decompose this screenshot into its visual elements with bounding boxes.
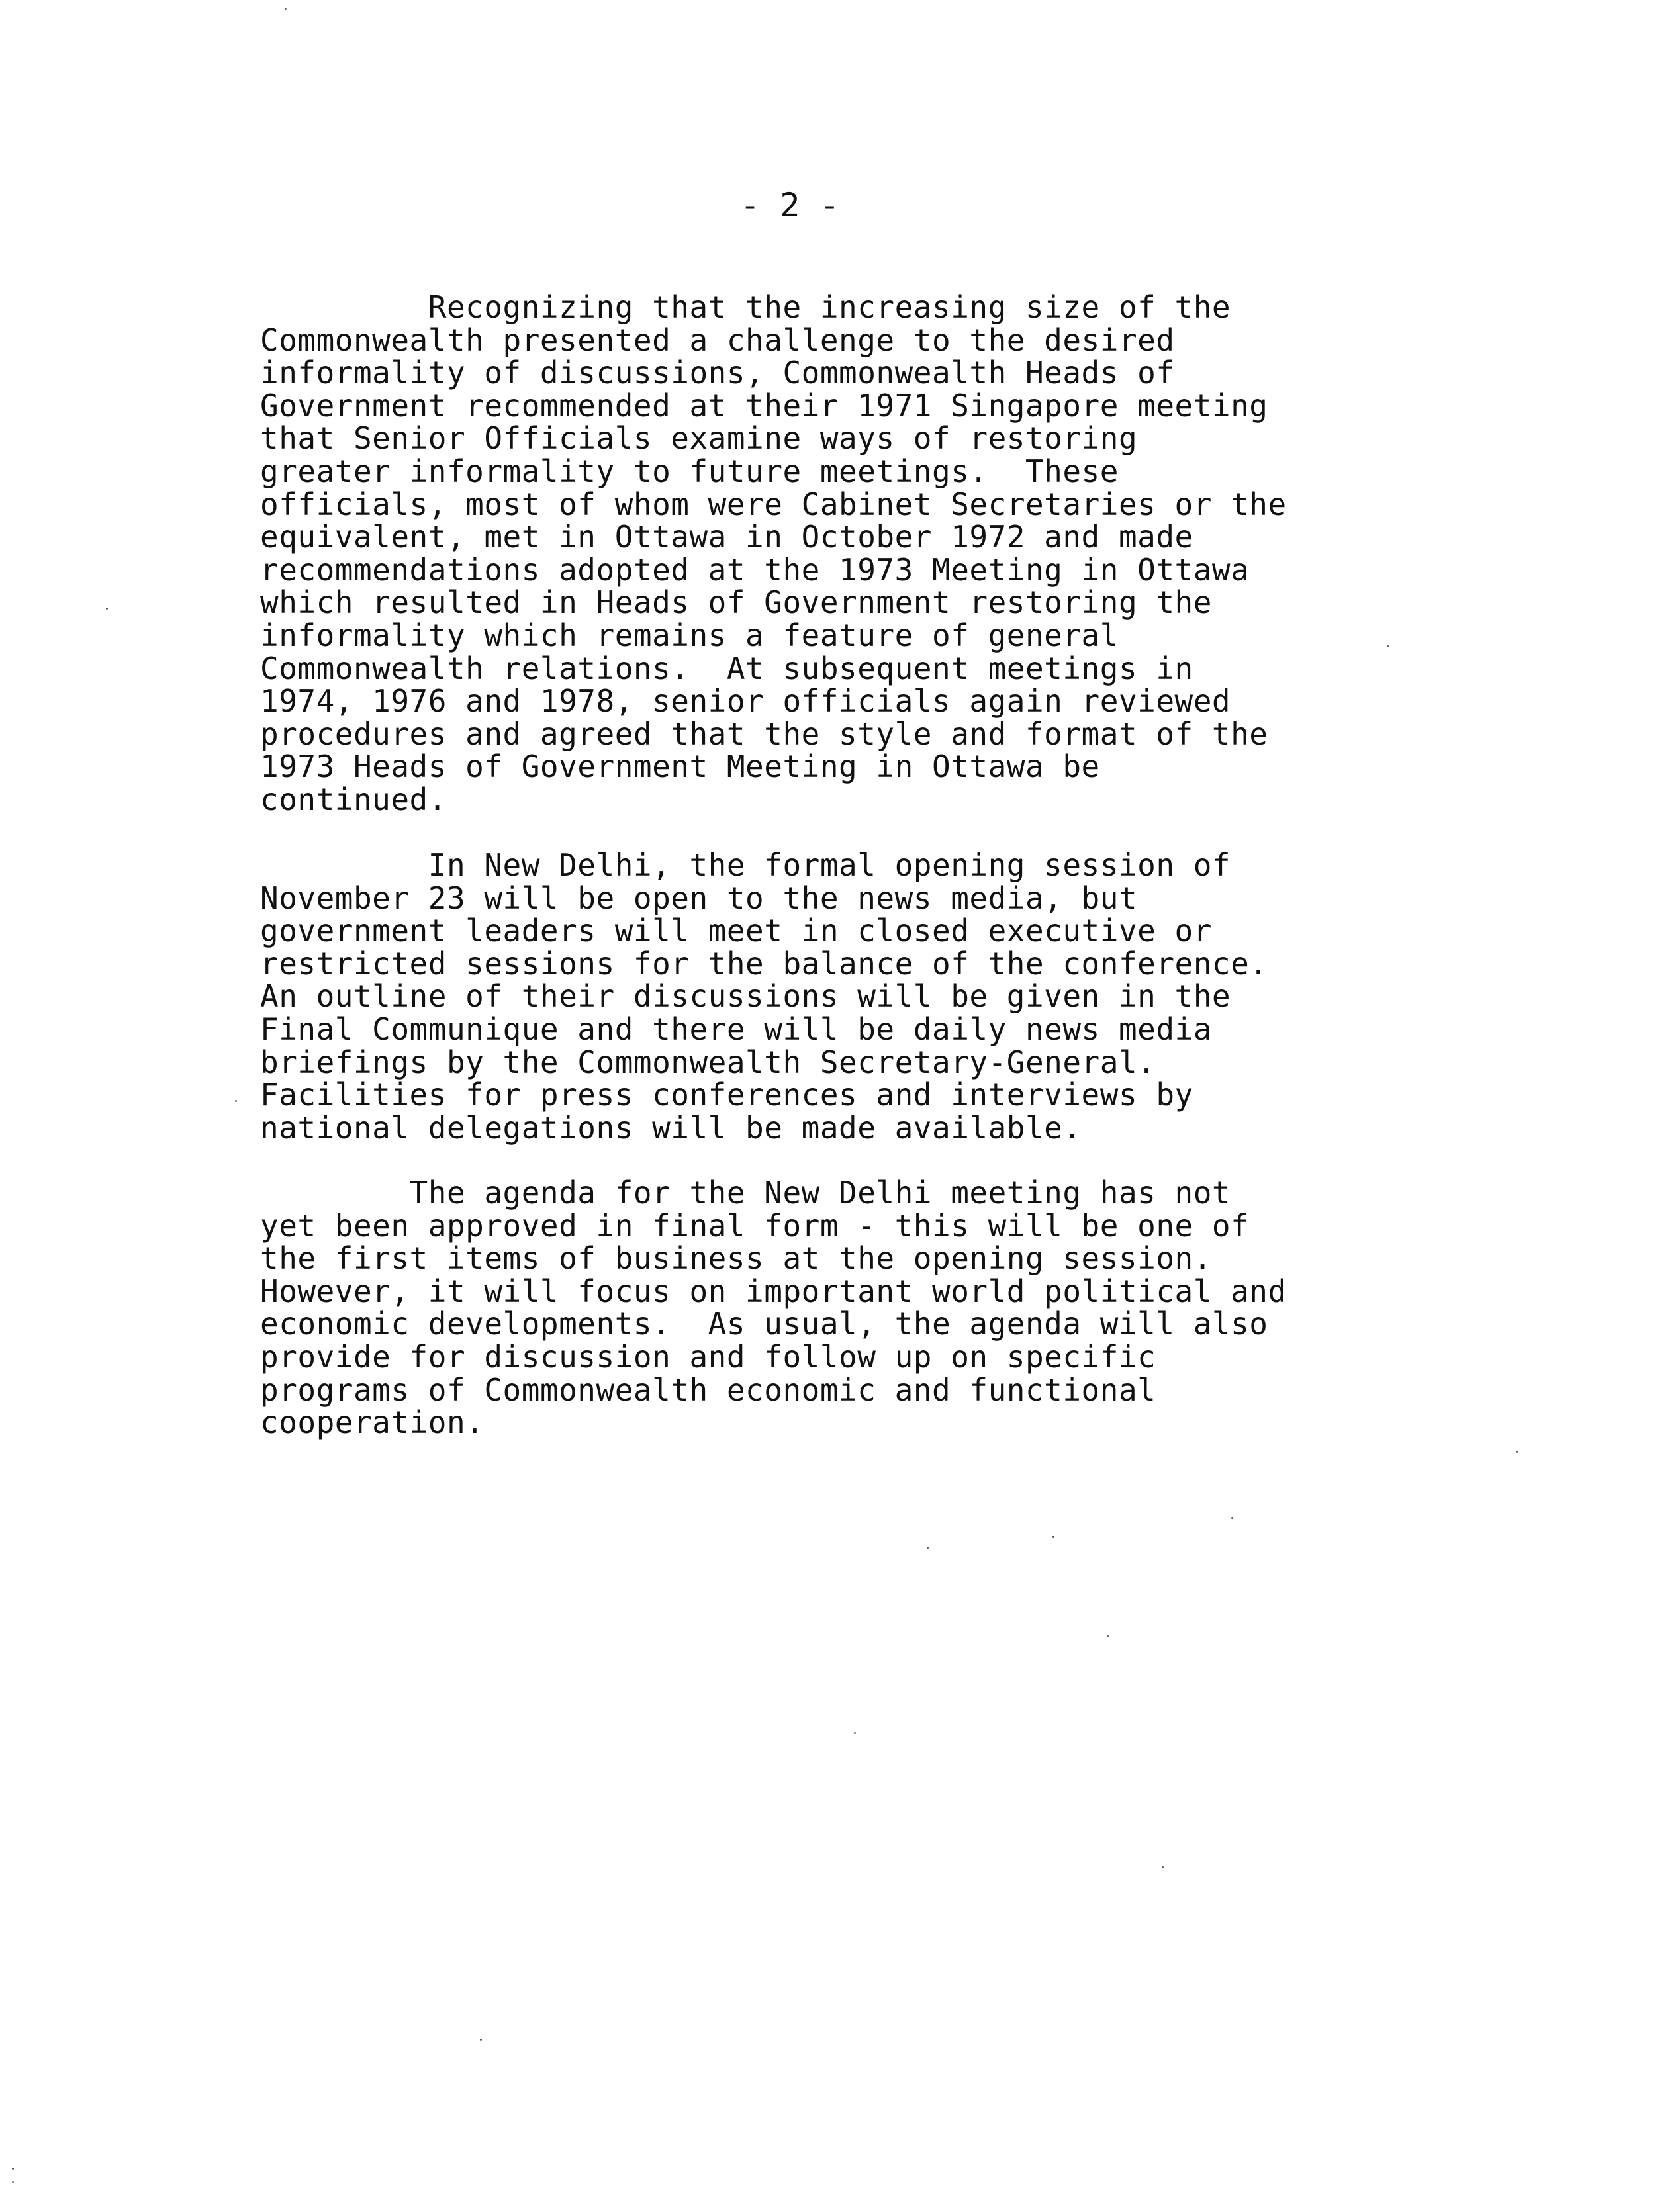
scan-speck <box>1516 1451 1518 1453</box>
scan-speck <box>12 2168 14 2170</box>
text-line: briefings by the Commonwealth Secretary-General. <box>260 1044 1156 1080</box>
text-line: informality which remains a feature of general <box>260 617 1119 653</box>
paragraph-new-delhi-sessions <box>260 849 1332 1144</box>
page-number: - 2 - <box>740 186 840 224</box>
text-line: informality of discussions, Commonwealth Heads of <box>260 355 1175 391</box>
text-line: 1974, 1976 and 1978, senior officials again reviewed <box>260 683 1231 719</box>
scan-speck <box>480 2039 482 2041</box>
text-line: Commonwealth presented a challenge to the desired <box>260 322 1175 358</box>
text-line: However, it will focus on important world political and <box>260 1273 1287 1309</box>
scan-speck <box>1162 1866 1164 1868</box>
binding-edge <box>1615 0 1680 2206</box>
text-line: government leaders will meet in closed executive or <box>260 913 1212 949</box>
scan-speck <box>1387 645 1389 647</box>
text-line: programs of Commonwealth economic and functional <box>260 1371 1156 1408</box>
paragraph-commonwealth-informality <box>260 291 1332 817</box>
text-line: cooperation. <box>260 1404 485 1441</box>
text-line: equivalent, met in Ottawa in October 1972 and made <box>260 519 1193 555</box>
scan-speck <box>854 1732 856 1734</box>
text-line: which resulted in Heads of Government restoring the <box>260 584 1212 621</box>
text-line: Government recommended at their 1971 Singapore meeting <box>260 387 1268 424</box>
text-line: An outline of their discussions will be given in the <box>260 978 1231 1015</box>
scan-speck <box>1052 1536 1054 1538</box>
text-line: procedures and agreed that the style and format of the <box>260 715 1268 752</box>
text-line: that Senior Officials examine ways of restoring <box>260 420 1138 457</box>
scan-speck <box>235 1100 237 1102</box>
paragraph-agenda <box>260 1177 1332 1440</box>
scan-speck <box>12 2181 14 2183</box>
text-line: Recognizing that the increasing size of the <box>260 289 1231 325</box>
text-line: yet been approved in final form - this will be one of <box>260 1207 1250 1244</box>
text-line: restricted sessions for the balance of the conference. <box>260 945 1268 982</box>
text-line: Commonwealth relations. At subsequent meetings in <box>260 650 1193 686</box>
text-line: officials, most of whom were Cabinet Secretaries or the <box>260 486 1287 522</box>
text-line: greater informality to future meetings. These <box>260 453 1119 489</box>
text-line: the first items of business at the opening session. <box>260 1240 1212 1277</box>
scan-speck <box>927 1547 929 1549</box>
text-line: The agenda for the New Delhi meeting has not <box>260 1175 1231 1211</box>
scan-speck <box>285 8 287 10</box>
text-line: In New Delhi, the formal opening session of <box>260 847 1231 883</box>
text-line: Facilities for press conferences and interviews by <box>260 1077 1193 1113</box>
text-line: 1973 Heads of Government Meeting in Ottawa be <box>260 749 1100 785</box>
text-line: November 23 will be open to the news media, but <box>260 880 1138 916</box>
scan-speck <box>1107 1635 1109 1637</box>
text-line: recommendations adopted at the 1973 Meeting in Ottawa <box>260 551 1250 588</box>
text-line: economic developments. As usual, the agenda will also <box>260 1306 1268 1342</box>
text-line: provide for discussion and follow up on specific <box>260 1338 1156 1375</box>
scan-speck <box>1231 1517 1233 1519</box>
text-line: continued. <box>260 781 447 817</box>
scan-speck <box>106 608 108 610</box>
text-line: national delegations will be made available. <box>260 1109 1082 1146</box>
text-line: Final Communique and there will be daily news media <box>260 1011 1212 1047</box>
